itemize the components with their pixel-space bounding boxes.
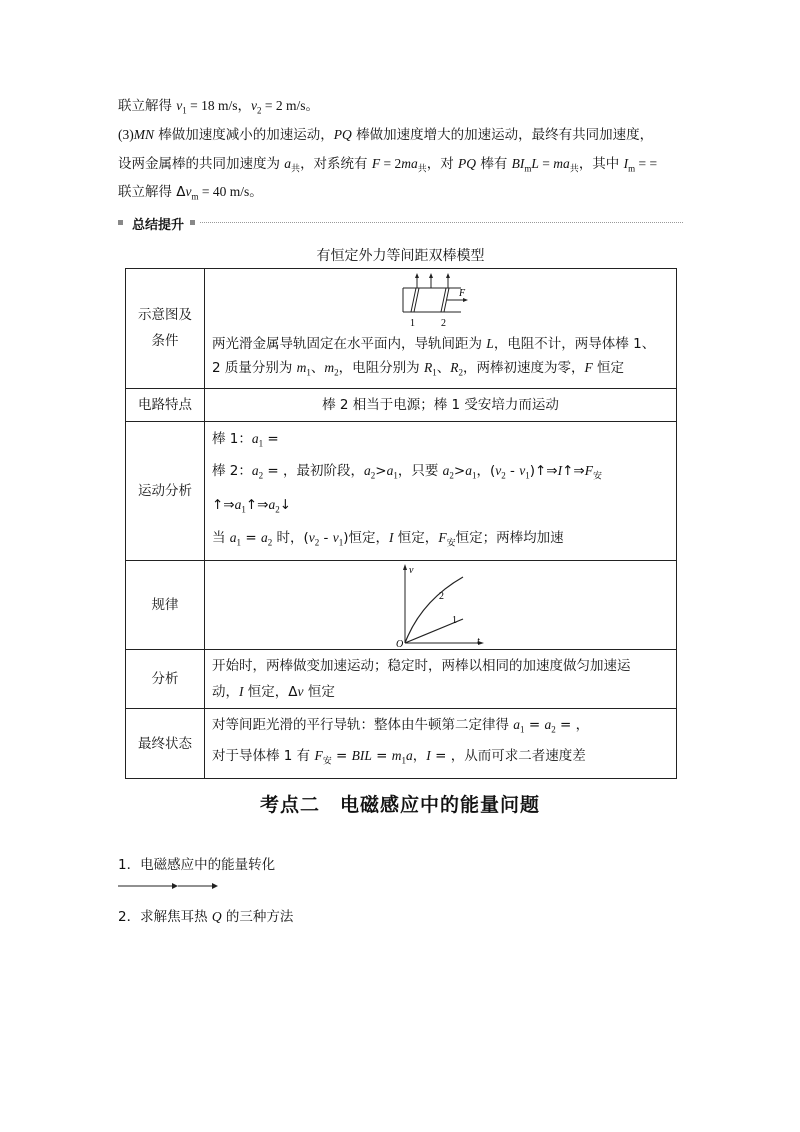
intro-line-2: (3)MN 棒做加速度减小的加速运动，PQ 棒做加速度增大的加速运动，最终有共同加速度， xyxy=(118,127,654,143)
intro-line-3: 设两金属棒的共同加速度为 $a_共$，对系统有 $F = 2ma_共$，对 PQ 棒有 $BI_mL = ma_共$，其中 $I_m$ = = xyxy=(118,156,658,175)
rail-diagram xyxy=(212,272,669,332)
dotted-divider xyxy=(200,222,683,223)
motion-line-3: $↑\Rightarrow a_1↑\Rightarrow a_2↓$ xyxy=(212,497,292,515)
rod-2-label: 2 xyxy=(440,318,446,329)
row-content xyxy=(205,650,677,709)
row-header: 规律 xyxy=(126,561,205,650)
section-title: 考点二 电磁感应中的能量问题 xyxy=(259,794,540,816)
curve-2-label: 2 xyxy=(438,591,444,603)
rod-1-label: 1 xyxy=(409,318,415,329)
table-row xyxy=(126,269,677,389)
table-row xyxy=(126,561,677,650)
origin-label: O xyxy=(395,639,403,650)
model-table xyxy=(125,268,677,779)
rail-diagram-svg xyxy=(391,272,491,330)
final-line-1: 对等间距光滑的平行导轨：整体由牛顿第二定律得 $a_1 = a_2$ = ， xyxy=(212,717,590,736)
force-label: F xyxy=(458,288,465,299)
row-header: 示意图及条件 xyxy=(126,269,205,389)
table-row xyxy=(126,388,677,421)
row-header: 运动分析 xyxy=(126,421,205,561)
summary-header xyxy=(118,215,683,231)
final-line-2: 对于导体棒 1 有 $F_安$ = BIL = $m_1a$，I = ，从而可求二者速度差 xyxy=(212,748,586,767)
intro-line-4: 联立解得 $\Delta v_m = 40$ m/s。 xyxy=(118,184,263,202)
table-title: 有恒定外力等间距双棒模型 xyxy=(316,248,485,264)
curve-1-label: 1 xyxy=(451,615,457,627)
x-axis-label: t xyxy=(476,636,480,648)
y-axis-label: v xyxy=(408,565,413,577)
table-row xyxy=(126,709,677,778)
row-header: 最终状态 xyxy=(126,709,205,778)
analysis-line-1: 开始时，两棒做变加速运动；稳定时，两棒以相同的加速度做匀加速运 xyxy=(212,658,631,675)
vt-graph xyxy=(391,561,491,649)
summary-label: 总结提升 xyxy=(132,218,185,233)
motion-line-2: 棒 2：$a_2$ = ，最初阶段，$a_2>a_1$，只要 $a_2>a_1$，($v_2$ - $v_1)↑\Rightarrow I↑\Rightarrow F_安$ xyxy=(212,463,602,483)
row-header: 分析 xyxy=(126,650,205,709)
row-content xyxy=(205,269,677,389)
curve-rod-2 xyxy=(405,577,463,643)
motion-line-4: 当 $a_1 = a_2$ 时，$(v_2 - v_1)$恒定，I 恒定，$F_安$恒定；两棒均加速 xyxy=(212,529,564,549)
intro-line-1: 联立解得 $v_1 = 18$ m/s，$v_2 = 2$ m/s。 xyxy=(118,98,320,116)
square-bullet-icon xyxy=(190,220,195,225)
table-row xyxy=(126,650,677,709)
row-content xyxy=(205,421,677,561)
row-content xyxy=(205,709,677,778)
list-item: 2．求解焦耳热 Q 的三种方法 xyxy=(118,909,294,925)
motion-line-1: 棒 1：$a_1$ = xyxy=(212,430,279,449)
row-content: 棒 2 相当于电源；棒 1 受安培力而运动 xyxy=(205,388,677,421)
row-content xyxy=(205,561,677,650)
analysis-line-2: 动，I 恒定，Δv 恒定 xyxy=(212,684,335,701)
energy-flow-arrows xyxy=(118,880,218,892)
square-bullet-icon xyxy=(118,220,123,225)
list-item: 1．电磁感应中的能量转化 xyxy=(118,857,276,873)
row-header: 电路特点 xyxy=(126,388,205,421)
condition-line-1: 两光滑金属导轨固定在水平面内，导轨间距为 L，电阻不计，两导体棒 1、 xyxy=(212,336,656,352)
table-row xyxy=(126,421,677,561)
condition-line-2: 2 质量分别为 $m_1$、$m_2$，电阻分别为 $R_1$、$R_2$，两棒初速度为零，F 恒定 xyxy=(212,360,625,378)
